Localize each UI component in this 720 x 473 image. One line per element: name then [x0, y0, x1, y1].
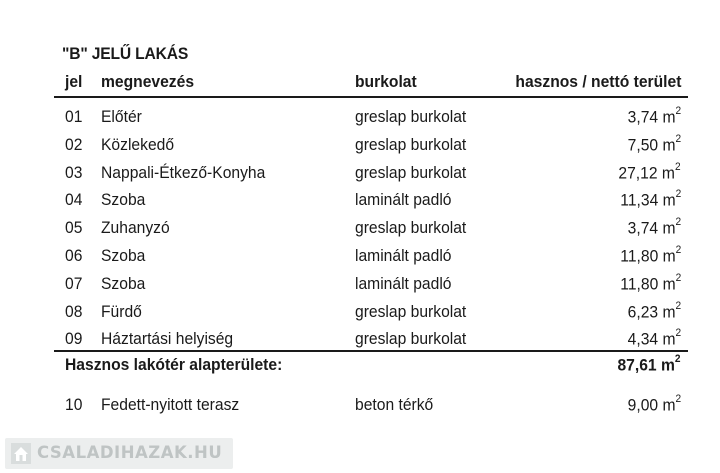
site-watermark [5, 438, 233, 469]
room-area-unit: m [662, 330, 676, 350]
room-area-value: 7,50 [627, 135, 658, 155]
header-num: jel [65, 72, 83, 91]
room-area [628, 218, 681, 239]
total-area-value: 87,61 [617, 355, 658, 375]
extra-area-value: 9,00 [627, 395, 658, 415]
room-area-unit: m [662, 218, 676, 238]
room-floor: greslap burkolat [355, 218, 467, 238]
room-name: Szoba [101, 246, 146, 265]
room-area-value: 4,34 [627, 330, 658, 350]
room-area-exp: 2 [675, 105, 681, 117]
room-floor: laminált padló [355, 273, 452, 293]
header-rule [54, 96, 688, 98]
extra-area [628, 395, 681, 416]
room-floor: greslap burkolat [355, 162, 467, 182]
room-name: Előtér [101, 107, 142, 126]
total-area-unit: m [661, 355, 676, 375]
room-num: 08 [65, 301, 83, 321]
total-label: Hasznos lakótér alapterülete: [65, 355, 283, 374]
table-row [0, 246, 720, 272]
room-area [628, 329, 681, 350]
extra-area-exp: 2 [675, 393, 681, 405]
room-area-exp: 2 [675, 216, 681, 229]
room-area-value: 27,12 [618, 163, 658, 183]
room-area [618, 160, 681, 184]
room-num: 04 [65, 190, 83, 210]
room-floor: greslap burkolat [355, 301, 467, 321]
watermark-text: CSALADIHAZAK.HU [37, 443, 223, 462]
room-num: 06 [65, 246, 83, 265]
room-area-unit: m [662, 246, 676, 266]
header-area: hasznos / nettó terület [515, 72, 681, 91]
room-num: 07 [65, 273, 83, 293]
room-name: Szoba [101, 190, 146, 210]
table-row [0, 218, 720, 244]
room-num: 05 [65, 218, 83, 238]
room-area-exp: 2 [675, 132, 681, 145]
room-area [627, 299, 681, 323]
room-num: 03 [65, 162, 83, 182]
room-floor: greslap burkolat [355, 134, 467, 154]
room-name: Háztartási helyiség [101, 329, 234, 349]
table-row [0, 299, 720, 328]
room-area [620, 246, 681, 267]
table-row [0, 190, 720, 216]
total-rule [54, 350, 688, 352]
extra-area-unit: m [662, 395, 676, 415]
room-area-unit: m [662, 274, 676, 294]
room-area-exp: 2 [675, 244, 681, 256]
room-area-unit: m [662, 163, 676, 183]
room-name: Zuhanyzó [101, 218, 170, 238]
room-name: Szoba [101, 273, 146, 293]
room-area-exp: 2 [675, 160, 681, 173]
room-area-unit: m [662, 302, 676, 322]
room-area-exp: 2 [675, 299, 681, 312]
room-floor: laminált padló [355, 246, 452, 265]
room-area-exp: 2 [675, 327, 681, 340]
total-row [0, 355, 720, 381]
room-area-exp: 2 [675, 271, 681, 284]
house-logo-icon [11, 443, 31, 464]
room-num: 09 [65, 329, 83, 349]
room-area-value: 3,74 [627, 218, 658, 238]
extra-floor: beton térkő [355, 395, 434, 414]
room-area-unit: m [662, 191, 676, 211]
room-area-exp: 2 [675, 188, 681, 201]
room-floor: laminált padló [355, 190, 452, 210]
table-row [0, 107, 720, 133]
room-num: 01 [65, 107, 83, 126]
total-area [618, 355, 681, 376]
table-row [0, 160, 720, 189]
room-floor: greslap burkolat [355, 329, 467, 349]
room-area-unit: m [662, 107, 676, 127]
room-area [619, 271, 681, 295]
room-area-unit: m [662, 135, 676, 155]
room-name: Nappali-Étkező-Konyha [101, 162, 266, 182]
room-area [620, 190, 681, 211]
apartment-title: "B" JELŰ LAKÁS [62, 44, 189, 63]
room-area-value: 6,23 [627, 302, 658, 322]
extra-name: Fedett-nyitott terasz [101, 395, 240, 414]
room-area-value: 11,80 [619, 274, 658, 294]
extra-row [0, 395, 720, 421]
extra-num: 10 [65, 395, 83, 414]
room-area [628, 107, 681, 128]
room-area [627, 132, 681, 156]
header-floor: burkolat [355, 72, 417, 91]
room-area-value: 11,34 [619, 191, 658, 211]
table-row [0, 132, 720, 161]
table-row [0, 271, 720, 300]
room-name: Közlekedő [101, 134, 175, 154]
room-area-value: 3,74 [627, 107, 658, 127]
header-name: megnevezés [101, 72, 195, 91]
room-area-value: 11,80 [619, 246, 658, 266]
total-area-exp: 2 [675, 353, 681, 365]
room-floor: greslap burkolat [355, 107, 467, 126]
room-name: Fürdő [101, 301, 142, 321]
room-num: 02 [65, 134, 83, 154]
